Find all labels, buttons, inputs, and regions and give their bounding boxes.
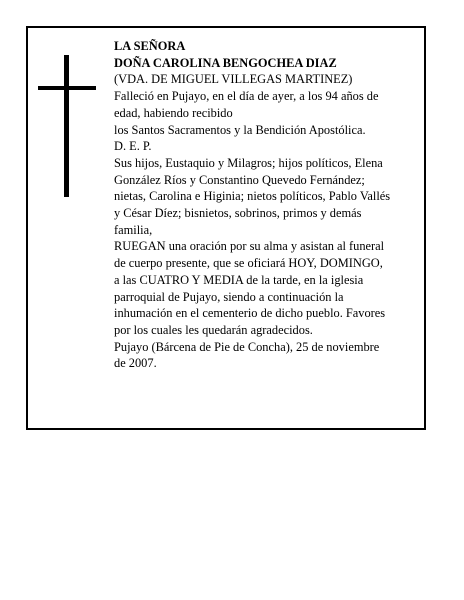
heading-line-1: LA SEÑORA: [114, 39, 186, 53]
body-line-5: Sus hijos, Eustaquio y Milagros; hijos políticos, Elena: [114, 155, 383, 170]
body-line-15: por los cuales les quedarán agradecidos.: [114, 322, 313, 337]
body-line-16: Pujayo (Bárcena de Pie de Concha), 25 de noviembre: [114, 339, 380, 354]
body-line-7: nietas, Carolina e Higinia; nietos políticos, Pablo Vallés: [114, 189, 391, 204]
deceased-name: DOÑA CAROLINA BENGOCHEA DIAZ: [114, 55, 337, 70]
cross-vertical-bar: [64, 55, 69, 197]
widow-of: (VDA. DE MIGUEL VILLEGAS MARTINEZ): [114, 72, 353, 87]
body-line-6: González Ríos y Constantino Quevedo Fernández;: [114, 172, 365, 187]
body-line-11: de cuerpo presente, que se oficiará HOY, DOMINGO,: [114, 256, 383, 271]
cross-horizontal-bar: [38, 86, 96, 90]
body-line-13: parroquial de Pujayo, siendo a continuación la: [114, 289, 344, 304]
latin-cross-icon: [38, 55, 96, 197]
body-line-9: familia,: [114, 222, 153, 237]
rip-line: D. E. P.: [114, 139, 152, 154]
body-line-14: inhumación en el cementerio de dicho pueblo. Favores: [114, 306, 386, 321]
body-line-8: y César Díez; bisnietos, sobrinos, primos y demás: [114, 206, 362, 221]
body-line-3: los Santos Sacramentos y la Bendición Apostólica.: [114, 122, 366, 137]
body-line-2: edad, habiendo recibido: [114, 105, 233, 120]
obituary-text: [114, 38, 420, 372]
body-line-12: a las CUATRO Y MEDIA de la tarde, en la iglesia: [114, 272, 364, 287]
body-line-10: RUEGAN una oración por su alma y asistan al funeral: [114, 239, 385, 254]
body-line-1: Falleció en Pujayo, en el día de ayer, a los 94 años de: [114, 89, 379, 104]
body-line-17: de 2007.: [114, 356, 157, 371]
